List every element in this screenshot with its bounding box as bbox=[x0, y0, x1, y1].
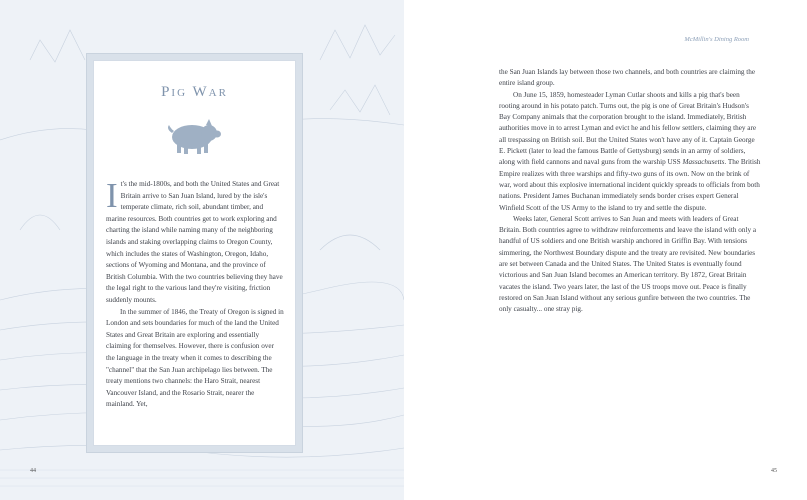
ship-name: Massachusetts bbox=[682, 158, 725, 167]
right-paragraph-2-text-b: . The British Empire realizes with three warships and fifty-two guns of its own. Now on the brink of war, word about this explosive international incident quickly spreads to officials from both nations. President James Buchanan immediately sends border crises expert General Winfield Scott of the US Army to the island to try and settle the dispute. bbox=[499, 158, 761, 212]
page-number-right: 45 bbox=[771, 468, 777, 474]
right-body bbox=[499, 67, 761, 316]
sidebar-body bbox=[106, 176, 284, 411]
page-number-left: 44 bbox=[30, 468, 36, 474]
sidebar-inner bbox=[93, 60, 296, 446]
right-page bbox=[404, 0, 807, 500]
right-paragraph-2 bbox=[499, 90, 761, 214]
sidebar-paragraph-2: In the summer of 1846, the Treaty of Oregon is signed in London and sets boundaries for much of the land the United States and Great Britain are exploring and essentially claiming for themselves. However, there is confusion over the language in the treaty when it comes to describing the "channel" that the San Juan archipelago lies between. The treaty mentions two channels: the Haro Strait, nearest Vancouver Island, and the Rosario Strait, nearer the mainland. Yet, bbox=[106, 307, 284, 409]
right-paragraph-3: Weeks later, General Scott arrives to San Juan and meets with leaders of Great Britain. Both countries agree to withdraw reinforcements and leave the island with only a handful of US soldiers and one British warship anchored in Griffin Bay. With tensions simmering, the Northwest Boundary dispute and the treaty are revisited. New boundaries are set between Canada and the United States. The United States is eventually found victorious and San Juan Island becomes an American territory. By 1872, Great Britain vacates the island. Two years later, the last of the US troops move out. Peace is finally restored on San Juan Island without any serious gunfire between the two countries. The only casualty... one stray pig. bbox=[499, 214, 757, 314]
right-paragraph-2-text-a: On June 15, 1859, homesteader Lyman Cutlar shoots and kills a pig that's been rooting around in his potato patch. Turns out, the pig is one of Great Britain's Hudson's Bay Company animals that the corporation brought to the island. Immediately, British authorities move in to arrest Lyman and evict he and his fellow settlers, claiming they are all trespassing on British soil. But the United States won't have any of it. Captain George E. Pickett (later to lead the famous Battle of Gettysburg) sends in an army of soldiers, along with field cannons and naval guns from the warship USS bbox=[499, 90, 757, 167]
running-head: McMillin's Dining Room bbox=[684, 36, 749, 43]
right-paragraph-1: the San Juan Islands lay between those two channels, and both countries are claiming the entire island group. bbox=[499, 68, 756, 88]
pig-icon bbox=[162, 115, 222, 157]
dropcap: I bbox=[106, 176, 118, 215]
sidebar-box bbox=[87, 54, 302, 452]
sidebar-paragraph-1-text: t's the mid-1800s, and both the United States and Great Britain arrive to San Juan Island, lured by the isle's temperate climate, rich soil, abundant timber, and marine resources. Both countries get to work exploring and charting the island while naming many of the neighboring islands and staking overlapping claims to Oregon County, which includes the states of Washington, Oregon, Idaho, sections of Wyoming and Montana, and the province of British Columbia. With the two countries believing they have the legal right to the various land they're visiting, friction suddenly mounts. bbox=[106, 180, 283, 304]
sidebar-paragraph-1 bbox=[106, 176, 284, 307]
sidebar-title: Pig War bbox=[161, 84, 228, 100]
